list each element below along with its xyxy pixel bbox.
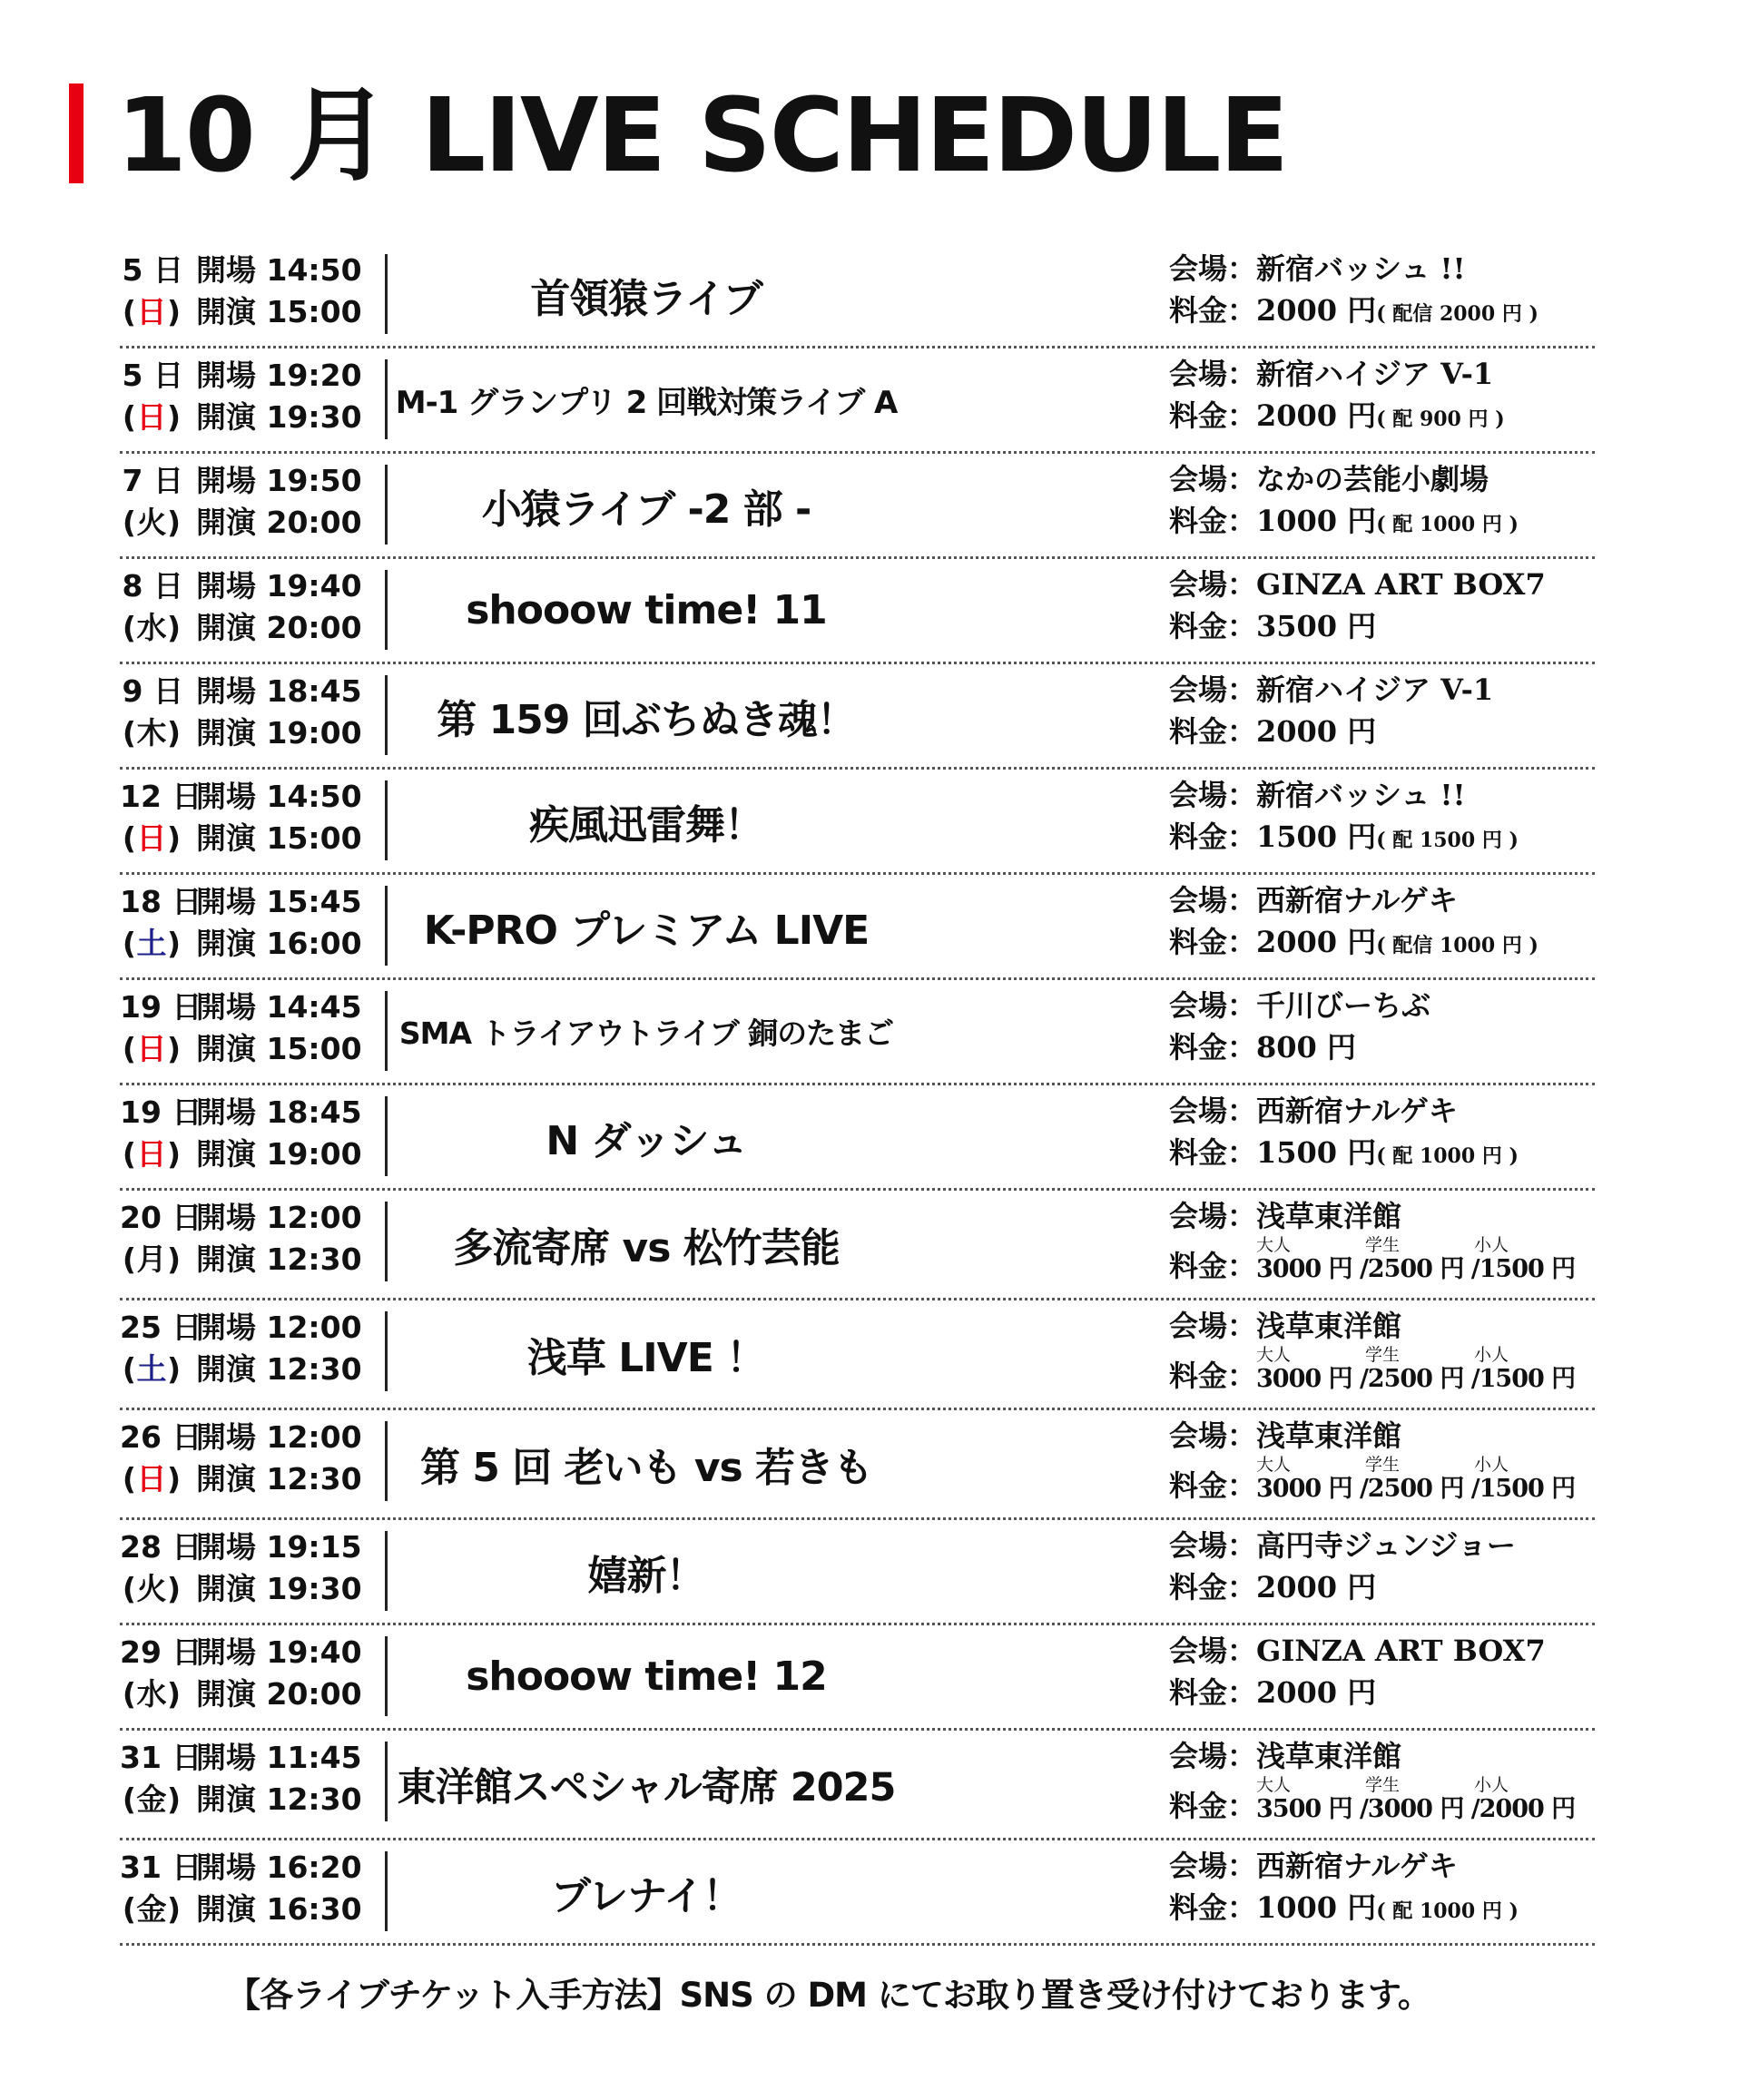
open-time: 12:00 (266, 1310, 362, 1345)
start-time: 19:00 (266, 715, 362, 751)
weekday-char: 金 (136, 1891, 167, 1927)
open-time: 19:20 (266, 358, 362, 393)
open-label: 開場 (196, 779, 256, 814)
event-title: 東洋館スペシャル寄席 2025 (397, 1764, 896, 1811)
event-title: 第 159 回ぶちぬき魂！ (437, 696, 856, 743)
open-label: 開場 (196, 1634, 256, 1670)
open-label: 開場 (196, 358, 256, 393)
event-list (120, 243, 1595, 1946)
event-day: 26 日 (120, 1419, 202, 1455)
open-time: 19:15 (266, 1529, 362, 1565)
event-day: 5 日 (122, 252, 183, 288)
event-info (1169, 1300, 1596, 1408)
open-time: 14:50 (266, 252, 362, 288)
price: 料金：2000 円 (1169, 293, 1377, 328)
column-divider (385, 359, 388, 439)
event-row (120, 1191, 1595, 1300)
event-info (1169, 1625, 1596, 1728)
start-label: 開演 (196, 1781, 256, 1817)
start-label: 開演 (196, 1461, 256, 1496)
price: 料金：2000 円 (1169, 925, 1377, 959)
column-divider (385, 1636, 388, 1716)
price-note: ( 配信 1000 円 ) (1376, 934, 1538, 957)
venue: 会場：GINZA ART BOX7 (1169, 567, 1546, 602)
start-label: 開演 (196, 294, 256, 329)
open-time: 19:40 (266, 1634, 362, 1670)
event-title: 首領猿ライブ (530, 275, 762, 322)
event-day: 20 日 (120, 1200, 202, 1235)
weekday-char: 日 (136, 399, 167, 435)
open-time: 19:50 (266, 463, 362, 498)
weekday: (土) (122, 1351, 182, 1387)
event-info (1169, 348, 1596, 451)
price: 料金：2000 円 (1169, 398, 1377, 433)
weekday: (日) (122, 399, 182, 435)
venue: 会場：高円寺ジュンジョー (1169, 1528, 1516, 1563)
weekday-char: 日 (136, 1461, 167, 1496)
event-row (120, 664, 1595, 770)
event-info (1169, 1840, 1596, 1943)
venue: 会場：浅草東洋館 (1169, 1739, 1402, 1773)
venue: 会場：西新宿ナルゲキ (1169, 1094, 1458, 1128)
event-date (120, 1520, 385, 1623)
open-label: 開場 (196, 884, 256, 919)
open-time: 12:00 (266, 1200, 362, 1235)
venue: 会場：千川びーちぶ (1169, 988, 1431, 1023)
column-divider (385, 465, 388, 545)
event-day: 19 日 (120, 1094, 202, 1130)
price-line (1169, 1674, 1376, 1714)
venue: 会場：浅草東洋館 (1169, 1199, 1402, 1233)
column-divider (385, 570, 388, 650)
price-label: 料金： (1169, 1249, 1257, 1283)
start-time: 12:30 (266, 1781, 362, 1817)
start-time: 19:00 (266, 1136, 362, 1172)
event-title: ブレナイ！ (550, 1872, 742, 1919)
column-divider (385, 886, 388, 966)
tier-student-label: 学生 (1365, 1775, 1401, 1795)
start-label: 開演 (196, 715, 256, 751)
start-label: 開演 (196, 1241, 256, 1277)
event-date (120, 1625, 385, 1728)
start-time: 15:00 (266, 294, 362, 329)
tier-values: 3500 円 /3000 円 /2000 円 (1256, 1795, 1576, 1823)
weekday: (水) (122, 610, 182, 645)
open-label: 開場 (196, 1200, 256, 1235)
open-label: 開場 (196, 463, 256, 498)
weekday: (日) (122, 1461, 182, 1496)
start-label: 開演 (196, 1676, 256, 1712)
event-info (1169, 1191, 1596, 1298)
event-day: 8 日 (122, 568, 183, 604)
tier-values: 3000 円 /2500 円 /1500 円 (1256, 1475, 1576, 1503)
start-label: 開演 (196, 1571, 256, 1606)
price: 料金：3500 円 (1169, 609, 1377, 643)
price: 料金：2000 円 (1169, 714, 1377, 749)
price-note: ( 配 1000 円 ) (1376, 1899, 1519, 1923)
tier-student-label: 学生 (1365, 1345, 1401, 1365)
open-label: 開場 (196, 1094, 256, 1130)
event-info (1169, 243, 1596, 346)
price-note: ( 配 1000 円 ) (1376, 1144, 1519, 1168)
event-info (1169, 454, 1596, 556)
price: 料金：1500 円 (1169, 1135, 1377, 1170)
event-date (120, 1410, 385, 1517)
start-label: 開演 (196, 1891, 256, 1927)
start-label: 開演 (196, 926, 256, 961)
price-label: 料金： (1169, 1359, 1257, 1393)
price-line (1169, 292, 1538, 332)
event-title: 小猿ライブ -2 部 - (481, 486, 811, 533)
event-date (120, 770, 385, 872)
event-info (1169, 1520, 1596, 1623)
event-title: SMA トライアウトライブ 銅のたまご (398, 1016, 894, 1051)
start-time: 19:30 (266, 399, 362, 435)
event-date (120, 1731, 385, 1838)
event-day: 31 日 (120, 1850, 202, 1885)
event-day: 18 日 (120, 884, 202, 919)
price-line (1169, 924, 1538, 964)
event-date (120, 1840, 385, 1943)
open-label: 開場 (196, 568, 256, 604)
weekday-char: 日 (136, 1136, 167, 1172)
price-line (1169, 397, 1505, 437)
start-time: 16:30 (266, 1891, 362, 1927)
open-time: 14:45 (266, 989, 362, 1025)
column-divider (385, 1851, 388, 1931)
event-title: shooow time! 11 (466, 587, 827, 633)
tier-child-label: 小人 (1474, 1235, 1509, 1255)
event-info (1169, 770, 1596, 872)
tier-child-label: 小人 (1474, 1455, 1509, 1475)
start-time: 15:00 (266, 820, 362, 856)
price-line (1169, 819, 1519, 859)
start-time: 12:30 (266, 1241, 362, 1277)
open-label: 開場 (196, 1529, 256, 1565)
start-time: 16:00 (266, 926, 362, 961)
price-label: 料金： (1169, 1468, 1257, 1503)
weekday-char: 木 (136, 715, 167, 751)
weekday: (水) (122, 1676, 182, 1712)
weekday: (日) (122, 820, 182, 856)
tier-adult-label: 大人 (1256, 1345, 1292, 1365)
column-divider (385, 991, 388, 1071)
price: 料金：1000 円 (1169, 1890, 1377, 1925)
venue: 会場：新宿バッシュ !! (1169, 251, 1466, 286)
column-divider (385, 1742, 388, 1821)
weekday: (日) (122, 1136, 182, 1172)
column-divider (385, 1096, 388, 1176)
event-info (1169, 875, 1596, 977)
event-row (120, 1410, 1595, 1520)
venue: 会場：浅草東洋館 (1169, 1418, 1402, 1453)
event-row (120, 559, 1595, 664)
weekday-char: 水 (136, 610, 167, 645)
price-line (1169, 608, 1376, 648)
event-day: 12 日 (120, 779, 202, 814)
open-time: 16:20 (266, 1850, 362, 1885)
weekday-char: 日 (136, 294, 167, 329)
event-title: 第 5 回 老いも vs 若きも (419, 1445, 873, 1491)
price-note: ( 配 1500 円 ) (1376, 829, 1519, 852)
open-time: 18:45 (266, 1094, 362, 1130)
open-time: 12:00 (266, 1419, 362, 1455)
open-label: 開場 (196, 252, 256, 288)
start-time: 19:30 (266, 1571, 362, 1606)
event-date (120, 1300, 385, 1408)
tier-values: 3000 円 /2500 円 /1500 円 (1256, 1365, 1576, 1393)
tier-child-label: 小人 (1474, 1345, 1509, 1365)
weekday-char: 水 (136, 1676, 167, 1712)
venue: 会場：新宿バッシュ !! (1169, 778, 1466, 812)
start-time: 12:30 (266, 1461, 362, 1496)
start-label: 開演 (196, 505, 256, 540)
column-divider (385, 1531, 388, 1611)
weekday-char: 土 (136, 926, 167, 961)
start-time: 20:00 (266, 505, 362, 540)
event-date (120, 559, 385, 662)
start-label: 開演 (196, 1031, 256, 1066)
event-row (120, 1300, 1595, 1410)
venue: 会場：なかの芸能小劇場 (1169, 462, 1489, 496)
event-row (120, 454, 1595, 559)
open-label: 開場 (196, 989, 256, 1025)
venue: 会場：浅草東洋館 (1169, 1309, 1402, 1343)
open-time: 18:45 (266, 673, 362, 709)
column-divider (385, 1202, 388, 1281)
price: 料金：1500 円 (1169, 819, 1377, 854)
event-row (120, 875, 1595, 980)
price-note: ( 配信 2000 円 ) (1376, 302, 1538, 326)
event-info (1169, 1410, 1596, 1517)
event-date (120, 980, 385, 1083)
tier-student-label: 学生 (1365, 1235, 1401, 1255)
event-title: 嬉新！ (587, 1552, 705, 1599)
event-date (120, 348, 385, 451)
event-row (120, 1625, 1595, 1731)
tier-adult-label: 大人 (1256, 1775, 1292, 1795)
event-title: M-1 グランプリ 2 回戦対策ライブ A (395, 385, 898, 421)
event-date (120, 1191, 385, 1298)
weekday: (月) (122, 1241, 182, 1277)
open-label: 開場 (196, 673, 256, 709)
price: 料金：1000 円 (1169, 504, 1377, 538)
event-day: 31 日 (120, 1740, 202, 1775)
weekday-char: 金 (136, 1781, 167, 1817)
price-label: 料金： (1169, 1789, 1257, 1823)
weekday: (火) (122, 1571, 182, 1606)
price-line (1169, 1569, 1376, 1609)
open-label: 開場 (196, 1850, 256, 1885)
event-info (1169, 664, 1596, 767)
event-day: 28 日 (120, 1529, 202, 1565)
event-info (1169, 1731, 1596, 1838)
event-day: 9 日 (122, 673, 183, 709)
price-line (1169, 1889, 1519, 1929)
venue: 会場：新宿ハイジア V-1 (1169, 357, 1494, 391)
open-time: 11:45 (266, 1740, 362, 1775)
open-time: 14:50 (266, 779, 362, 814)
weekday-char: 火 (136, 1571, 167, 1606)
price-line (1169, 1029, 1356, 1069)
event-row (120, 243, 1595, 348)
event-title: 浅草 LIVE ！ (526, 1335, 766, 1381)
venue: 会場：西新宿ナルゲキ (1169, 883, 1458, 918)
event-day: 19 日 (120, 989, 202, 1025)
open-label: 開場 (196, 1419, 256, 1455)
event-day: 5 日 (122, 358, 183, 393)
event-date (120, 454, 385, 556)
weekday-char: 土 (136, 1351, 167, 1387)
column-divider (385, 254, 388, 334)
price-line (1169, 713, 1376, 753)
tier-student-label: 学生 (1365, 1455, 1401, 1475)
event-row (120, 980, 1595, 1085)
tier-values: 3000 円 /2500 円 /1500 円 (1256, 1255, 1576, 1283)
event-title: K-PRO プレミアム LIVE (423, 907, 870, 954)
start-label: 開演 (196, 820, 256, 856)
page-title: 10 月 LIVE SCHEDULE (116, 77, 1287, 195)
venue: 会場：西新宿ナルゲキ (1169, 1849, 1458, 1883)
event-row (120, 1085, 1595, 1191)
start-label: 開演 (196, 399, 256, 435)
event-row (120, 1731, 1595, 1840)
event-info (1169, 559, 1596, 662)
ticket-info-footer: 【各ライブチケット入手方法】SNS の DM にてお取り置き受け付けております。 (227, 1976, 1430, 2015)
event-day: 25 日 (120, 1310, 202, 1345)
event-title: N ダッシュ (546, 1117, 747, 1164)
event-title: shooow time! 12 (466, 1654, 827, 1700)
weekday: (木) (122, 715, 182, 751)
column-divider (385, 1311, 388, 1391)
weekday: (土) (122, 926, 182, 961)
price-line (1169, 503, 1519, 543)
open-label: 開場 (196, 1310, 256, 1345)
tier-adult-label: 大人 (1256, 1235, 1292, 1255)
event-row (120, 770, 1595, 875)
start-label: 開演 (196, 1351, 256, 1387)
start-time: 15:00 (266, 1031, 362, 1066)
price-note: ( 配 900 円 ) (1376, 407, 1505, 431)
event-info (1169, 980, 1596, 1083)
price: 料金：2000 円 (1169, 1570, 1377, 1604)
price-note: ( 配 1000 円 ) (1376, 513, 1519, 536)
event-title: 疾風迅雷舞！ (529, 801, 763, 849)
price-line (1169, 1134, 1519, 1174)
weekday-char: 月 (136, 1241, 167, 1277)
column-divider (385, 675, 388, 755)
event-row (120, 1840, 1595, 1946)
tier-adult-label: 大人 (1256, 1455, 1292, 1475)
event-date (120, 875, 385, 977)
weekday-char: 日 (136, 820, 167, 856)
open-label: 開場 (196, 1740, 256, 1775)
event-day: 7 日 (122, 463, 183, 498)
event-row (120, 1520, 1595, 1625)
start-time: 20:00 (266, 1676, 362, 1712)
column-divider (385, 780, 388, 860)
weekday: (日) (122, 294, 182, 329)
event-info (1169, 1085, 1596, 1188)
open-time: 15:45 (266, 884, 362, 919)
weekday-char: 日 (136, 1031, 167, 1066)
event-date (120, 243, 385, 346)
weekday: (金) (122, 1781, 182, 1817)
tier-child-label: 小人 (1474, 1775, 1509, 1795)
venue: 会場：GINZA ART BOX7 (1169, 1634, 1546, 1668)
price: 料金：2000 円 (1169, 1675, 1377, 1710)
price: 料金：800 円 (1169, 1030, 1356, 1065)
start-label: 開演 (196, 610, 256, 645)
event-day: 29 日 (120, 1634, 202, 1670)
weekday: (金) (122, 1891, 182, 1927)
event-date (120, 1085, 385, 1188)
start-time: 20:00 (266, 610, 362, 645)
column-divider (385, 1421, 388, 1501)
open-time: 19:40 (266, 568, 362, 604)
event-date (120, 664, 385, 767)
event-row (120, 348, 1595, 454)
venue: 会場：新宿ハイジア V-1 (1169, 672, 1494, 707)
weekday-char: 火 (136, 505, 167, 540)
weekday: (日) (122, 1031, 182, 1066)
start-time: 12:30 (266, 1351, 362, 1387)
weekday: (火) (122, 505, 182, 540)
title-accent-bar (69, 83, 84, 183)
event-title: 多流寄席 vs 松竹芸能 (453, 1225, 840, 1271)
start-label: 開演 (196, 1136, 256, 1172)
